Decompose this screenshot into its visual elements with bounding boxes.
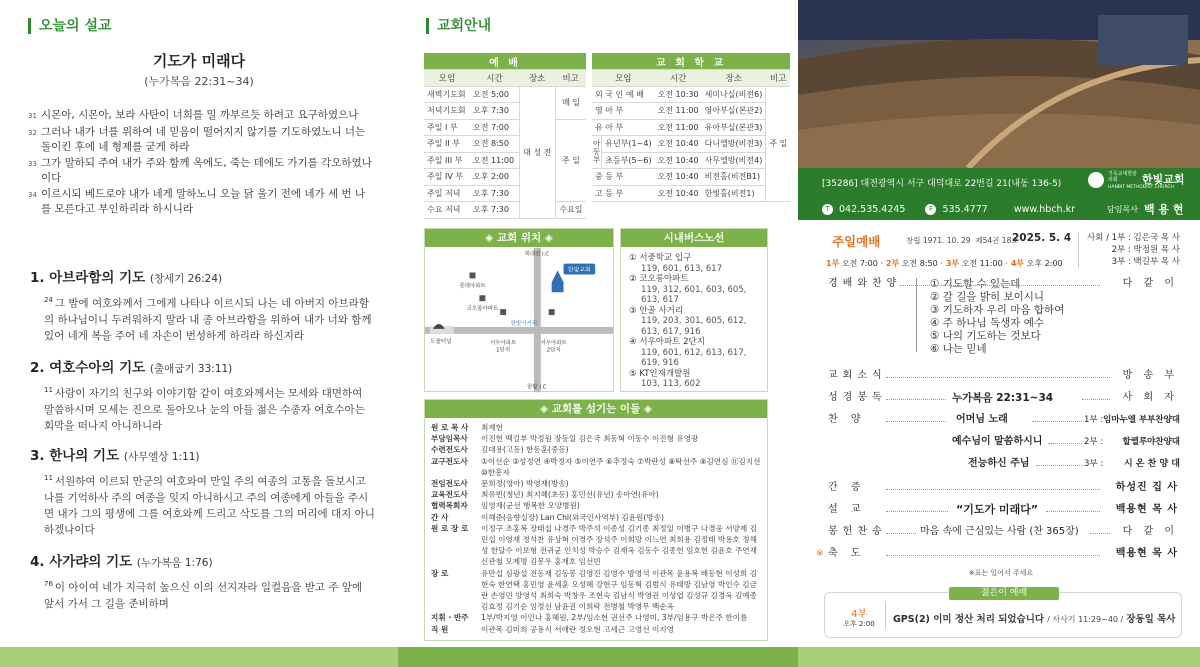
cell: 사무엘방(비전4) [702,152,766,169]
worship-place: 대 성 전 [519,86,555,218]
cell: 저녁기도회 [424,103,470,120]
cell: 유년부(1~4) [602,136,655,153]
staff-row [431,568,763,613]
young-title: 젊은이 예배 [949,587,1059,600]
table-row [592,152,790,169]
fax-icon: F [925,204,936,215]
map-apt2: 코오롱아파트 [466,306,499,313]
staff-title: ◈ 교회를 섬기는 이들 ◈ [425,400,767,418]
sermon-point-3 [30,444,375,538]
song: ② 갈 길을 밝히 보이시니 [930,291,1045,303]
staff-row [431,500,763,511]
church-info-strip [798,168,1200,220]
point-text: 그 밤에 여호와께서 그에게 나타나 이르시되 나는 네 아버지 아브라함의 하나님이니 두려워하지 말라 내 종 아브라함을 위하여 내가 너와 함께 있어 네게 복을 주어 네 자손이 번성하게 하리라 하신지라 [44,297,372,342]
staff-value: 이해준(음향실장) Lan Chi(외국인사역부) 김윤원(방송) [481,512,664,522]
staff-row [431,523,763,568]
cell: 세미나실(비전6) [702,86,766,103]
staff-value: 1부/박지영 이인나 홍혜원, 2부/임소현 권선주 나영미, 3부/임용구 박은주 한이름 [481,613,748,623]
point-text: 서원하여 이르되 만군의 여호와여 만일 주의 여종의 고통을 돌보시고 나를 기억하사 주의 여종을 잊지 아니하시고 주의 여종에게 아들을 주시면 내가 그의 평생에 그를 여호와께 드리고 삭도를 그의 머리에 대지 아니하겠나이다 [44,475,375,536]
bus-routes: 103, 113, 602 [641,379,701,389]
verse-text: 시몬아, 시몬아, 보라 사탄이 너희를 밀 까부르듯 하려고 요구하였으나 [41,109,359,121]
building-icon [470,273,476,279]
church-icon [552,271,564,293]
bus-stop: ② 코오롱아파트 [629,274,689,284]
table-row [424,86,586,103]
bus-list [629,253,767,390]
cell: 수요일 [555,202,586,219]
song: ⑥ 나는 믿네 [930,343,987,355]
bus-routes-box [620,228,768,392]
staff-label: 지휘 · 반주 [431,613,469,623]
worship-title: 주일예배 [832,234,881,249]
point-reference: (출애굽기 33:11) [149,363,233,375]
service-time: 오후 2:00 [1026,259,1063,268]
fax: 535.4777 [942,203,988,215]
cell: 주 일 [555,119,586,202]
cell: 다니엘방(비전3) [702,136,766,153]
verse [28,156,373,186]
order-label: 설 교 [828,504,866,515]
map-ic-bottom: 한밭 I.C [527,384,547,391]
service-no: 1부 [826,259,840,268]
order-label: 찬 양 [828,414,866,425]
col-header: 모임 [424,70,470,87]
order-row [822,432,1180,452]
point-heading: 4. 사가랴의 기도 [30,554,133,570]
school-table-title: 교 회 학 교 [592,53,790,70]
staff-row [431,624,763,635]
worship-table-title: 예 배 [424,53,586,70]
cell: 유아부실(본관3) [702,119,766,136]
cell: 한빛홀(비전1) [702,185,766,202]
service-time: 오전 11:00 [961,259,1003,268]
young-adult-worship [824,588,1182,638]
order-row [822,454,1180,474]
song: ④ 주 하나님 독생자 예수 [930,317,1045,329]
standing-note: ※표는 일어서 주세요 [968,569,1034,577]
order-sub: 1부 : [1084,415,1104,425]
table-row [592,103,790,120]
staff-value: 문희정(영아) 박영재(방송) [481,479,569,489]
bus-routes: 119, 203, 301, 605, 612, 613, 617, 916 [641,316,747,337]
staff-value: 최유빈(청년) 최지혜(초등) 홍민선(유년) 송아연(유아) [481,490,659,500]
cell: 주일 II 부 [424,136,470,153]
building-icon [479,295,485,301]
verse-number: 11 [44,386,53,394]
service-no: 4부 [1010,259,1025,268]
order-sub: 3부 : [1084,459,1104,469]
scripture-verses [28,108,373,218]
order-row [822,410,1180,430]
building-icon [549,309,555,315]
young-message: GPS(2) 이미 정산 처리 되었습니다 [893,614,1045,625]
cell: 오전 8:50 [470,136,519,153]
staff-label: 교육전도사 [431,490,468,500]
map-church-label: 한빛교회 [567,266,591,274]
verse-number: 32 [28,129,37,137]
order-row [822,522,1180,542]
verse [28,125,373,155]
staff-label: 부담임목사 [431,434,468,444]
col-header: 비고 [766,70,791,87]
service-times: 1부 오전 7:00 · 2부 오전 8:50 · 3부 오전 11:00 · 4부 오후 2:00 [826,259,1063,268]
order-label: 경배와찬양 [828,278,902,289]
cell: 초등부(5~6) [602,152,655,169]
bus-stop: ⑤ KT인재개발원 [629,368,691,379]
map-intersection: 한밭사거리 [510,320,538,327]
order-row [822,388,1180,408]
website[interactable]: www.hbch.kr [1013,203,1076,215]
cell: 영아부실(본관2) [702,103,766,120]
cell: 새벽기도회 [424,86,470,103]
phone: 042.535.4245 [839,203,906,215]
staff-value: 이정구 조홍복 장태섭 나경주 박주석 이종성 김기종 최정일 이병구 나경웅 서양제 김민섭 이영재 정석찬 유상혁 이경주 장석주 이희망 이느연 최희용 김정태 박용호 정해성 한달수 이보형 전귀균 인치성 박승수 김재옥 김동수 김종헌 임호헌 김윤호 주연재 신관철 모제명 김봉우 홍재호 임선빈 [481,523,757,567]
col-header: 시간 [655,70,702,87]
table-row [592,169,790,186]
cell: 주 일 [766,86,791,202]
sermon-point-1 [30,266,375,344]
order-leader: 할렐루야찬양대 [1122,437,1180,447]
song: ⑤ 나의 기도하는 것보다 [930,330,1041,342]
point-text: 이 아이여 네가 지극히 높으신 이의 선지자라 일컬음을 받고 주 앞에 앞서 가서 그 길을 준비하며 [44,581,363,610]
location-map [425,247,613,393]
denomination: 기독교대한감리회 [1108,171,1137,183]
cell: 오후 7:30 [470,185,519,202]
service-no: 3부 [945,259,960,268]
order-label: 간 증 [828,482,866,493]
bus-stop: ① 서중학교 입구 [629,253,692,263]
table-row [592,136,790,153]
staff-label: 전임전도사 [431,479,468,489]
order-row [816,544,1180,564]
verse-number: 24 [44,296,53,304]
col-header: 시간 [470,70,519,87]
tunnel-icon [433,324,445,329]
order-content: 전능하신 주님 [968,458,1030,469]
issue: 제54권 18호 [975,236,1019,245]
cell: 아동부 [592,136,602,169]
footer-bar [0,647,398,667]
order-content: 누가복음 22:31~34 [952,392,1054,404]
church-info-panel [398,0,798,647]
order-content: “기도가 미래다” [956,503,1039,516]
info-header: 교회안내 [426,18,491,34]
verse-text: 그러나 내가 너를 위하여 네 믿음이 떨어지지 않기를 기도하였노니 너는 돌이킨 후에 네 형제를 굳게 하라 [41,126,366,153]
cell: 주일 IV 부 [424,169,470,186]
pastor-label: 담임목사 [1107,204,1138,214]
table-row [592,119,790,136]
point-reference: (창세기 26:24) [149,273,223,285]
cell: 오전 10:40 [655,185,702,202]
order-leader: 백용현 목 사 [1115,504,1178,515]
cell: 유 아 부 [592,119,655,136]
order-content: 예수님이 말씀하시니 [952,436,1043,447]
order-label: 봉헌찬송 [828,526,887,537]
cell: 오전 11:00 [655,119,702,136]
building-icon [500,309,506,315]
church-name: 한빛교회 [1142,173,1185,186]
col-header: 비고 [555,70,586,87]
cell: 외 국 인 예 배 [592,86,655,103]
address: [35286] 대전광역시 서구 대덕대로 22번길 21(내동 136-5) [822,179,1062,189]
cell: 오전 11:00 [470,152,519,169]
staff-value: 유만섭 심광섭 전동재 김동봉 김영진 김영수 방영석 이관목 윤용복 배동현 이성희 김현숙 한연택 홍민영 윤세훈 오성혜 강현구 임동혁 김범식 유태방 김남영 박인수 김금란 손영민 양영석 최희숙 박창우 조현숙 김남식 박영권 이성엽 김성규 김경욱 김예종 김효정 김기순 임정선 남윤권 이희락 전병철 박영무 백순옥 [481,568,757,612]
bus-title: 시내버스노선 [621,229,767,247]
staff-row [431,489,763,500]
young-service: 4부 [850,609,868,620]
order-row [822,478,1180,498]
order-row [822,500,1180,520]
table-row [592,185,790,202]
service-time: 오전 7:00 [841,259,878,268]
sermon-title: 기도가 미래다 [152,52,246,70]
bus-routes: 119, 312, 601, 603, 605, 613, 617 [641,284,747,305]
cell: 오후 7:30 [470,202,519,219]
cell: 주일 I 부 [424,119,470,136]
order-leader: 방 송 부 [1122,370,1178,381]
cell: 중 등 부 [592,169,655,186]
footer-bar [798,647,1200,667]
staff-label: 간 사 [431,512,449,522]
footer-bar [398,647,798,667]
pastor-name: 백 용 현 [1143,203,1184,216]
verse [28,108,373,124]
staff-label: 교구전도사 [431,456,468,466]
cell: 오전 7:00 [470,119,519,136]
verse-number: 33 [28,160,37,168]
cell: 오전 10:30 [655,86,702,103]
phone-icon: T [822,204,833,215]
map-apt3: 서우아파트 1단지 [490,340,517,354]
church-name-en: HANBIT METHODIST CHURCH [1108,185,1174,190]
staff-row [431,444,763,455]
worship-table [424,53,586,219]
order-content: 어머님 노래 [956,414,1008,425]
point-heading: 2. 여호수아의 기도 [30,360,146,376]
cell: 주일 저녁 [424,185,470,202]
col-header: 모임 [592,70,655,87]
young-preacher: 장동일 목사 [1126,614,1176,625]
service-no: 2부 [885,259,900,268]
sanctuary-photo [798,0,1200,168]
cell: 비전홀(비전B1) [702,169,766,186]
cell: 오전 10:40 [655,169,702,186]
staff-row [431,422,763,433]
order-leader: 임마누엘 부부찬양대 [1103,415,1180,425]
standing-mark: ※ [816,549,824,559]
verse-number: 31 [28,112,37,120]
sermon-reference: (누가복음 22:31~34) [144,75,254,88]
order-label: 축 도 [828,548,866,559]
order-leader: 다 같 이 [1122,278,1178,289]
cell: 고 등 부 [592,185,655,202]
point-heading: 1. 아브라함의 기도 [30,270,146,286]
staff-value: 이관목 김미희 공용식 서애란 정오현 고세근 고영선 이지영 [481,624,674,634]
bus-routes: 119, 601, 613, 617 [641,263,723,274]
song: ③ 기도하자 우리 마음 합하여 [930,304,1065,316]
bulletin-date: 2025. 5. 4 [1012,232,1072,244]
cell: 오전 11:00 [655,103,702,120]
order-leader: 시 온 찬 양 대 [1123,459,1180,469]
young-ref: / 사사기 11:29~40 / [1047,615,1124,624]
verse-number: 34 [28,191,37,199]
map-apt1: 롯데아파트 [459,283,486,290]
host-line: 사회 / 1부 : 김은국 목 사 [1086,233,1180,243]
order-leader: 사 회 자 [1122,392,1178,403]
song: ① 기도할 수 있는데 [930,278,1021,290]
staff-list [431,422,763,635]
staff-value: 최재헌 [481,423,504,432]
table-row [424,119,586,136]
map-terminal: 도솔터널 [430,338,452,345]
location-box [424,228,614,392]
order-row [822,366,1180,386]
location-title: ◈ 교회 위치 ◈ [425,229,613,247]
verse-number: 76 [44,580,53,588]
church-logo-icon [1088,172,1104,188]
bus-routes: 119, 601, 612, 613, 617, 619, 916 [641,347,747,368]
point-reference: (누가복음 1:76) [136,557,213,569]
order-leader: 하성진 집 사 [1115,482,1178,493]
cell: 오후 2:00 [470,169,519,186]
cell: 매 일 [555,86,586,119]
map-apt4: 서우아파트 2단지 [540,340,567,354]
sermon-point-2 [30,356,375,434]
staff-value: 이진헌 백길부 박정원 장동일 김은국 최동혁 이동수 이진형 유영광 [481,434,699,444]
staff-row [431,478,763,489]
order-sub: 2부 : [1084,437,1104,447]
cell: 오전 10:40 [655,152,702,169]
order-content: 마음 속에 근심있는 사람 (찬 365장) [920,526,1079,537]
point-text: 사람이 자기의 친구와 이야기함 같이 여호와께서는 모세와 대면하여 말씀하시며 모세는 진으로 돌아오나 눈의 아들 젊은 수종자 여호수아는 회막을 떠나지 아니하니라 [44,387,365,432]
bus-stop: ③ 안골 사거리 [629,305,684,316]
host-line: 3부 : 백길부 목 사 [1111,257,1180,267]
verse [28,187,373,217]
cell: 영 아 부 [592,103,655,120]
sanctuary-illustration [798,0,1200,168]
table-row [592,86,790,103]
cell: 오전 5:00 [470,86,519,103]
verse-text: 그가 말하되 주여 내가 주와 함께 옥에도, 죽는 데에도 가기를 각오하였나이다 [41,157,372,184]
point-heading: 3. 한나의 기도 [30,448,120,464]
cell: 주일 III 부 [424,152,470,169]
sermon-panel [0,0,398,647]
point-reference: (사무엘상 1:11) [123,451,200,463]
staff-box [424,399,768,641]
map-ic-top: 북대전 I.C [524,251,550,258]
bulletin-panel [798,0,1200,647]
host-line: 2부 : 박정원 목 사 [1111,245,1180,255]
staff-value: 임영재(군선 행복한 오양병원) [481,501,580,511]
sermon-point-4 [30,550,375,612]
verse-number: 11 [44,474,53,482]
staff-row [431,612,763,623]
staff-label: 장 로 [431,568,449,578]
staff-row [431,456,763,478]
order-label: 교회소식 [828,370,887,381]
staff-label: 직 원 [431,624,449,634]
staff-label: 협력목회자 [431,501,468,511]
order-leader: 다 같 이 [1122,526,1178,537]
founded: 창립 1971. 10. 29 [906,236,971,245]
staff-value: ①이선순 ③성정연 ④박정자 ⑤이연주 ⑥추정숙 ⑦박란성 ⑧탁선주 ⑨김연심 ⑪김지선 ⑩한흥자 [481,456,761,477]
staff-row [431,433,763,444]
bus-stop: ④ 서우아파트 2단지 [629,337,705,347]
sermon-header: 오늘의 설교 [28,18,112,34]
young-time: 오후 2:00 [843,620,875,628]
order-label: 성경봉독 [828,392,887,403]
service-time: 오전 8:50 [901,259,938,268]
verse-text: 이르시되 베드로야 내가 네게 말하노니 오늘 닭 울기 전에 네가 세 번 나를 모른다고 부인하리라 하시니라 [41,188,366,215]
praise-songs [930,278,1064,356]
church-school-table [592,53,790,202]
col-header: 장소 [702,70,766,87]
staff-label: 원 로 장 로 [431,523,469,533]
staff-label: 수련전도사 [431,445,468,455]
staff-value: 김대용(고등) 한동훈(중등) [481,445,569,455]
cell: 오후 7:30 [470,103,519,120]
col-header: 장소 [519,70,555,87]
table-row [424,202,586,219]
cell: 수요 저녁 [424,202,470,219]
staff-row [431,512,763,523]
order-leader: 백용현 목 사 [1115,548,1178,559]
cell: 오전 10:40 [655,136,702,153]
hosts [1078,232,1180,268]
staff-label: 원 로 목 사 [431,423,469,432]
